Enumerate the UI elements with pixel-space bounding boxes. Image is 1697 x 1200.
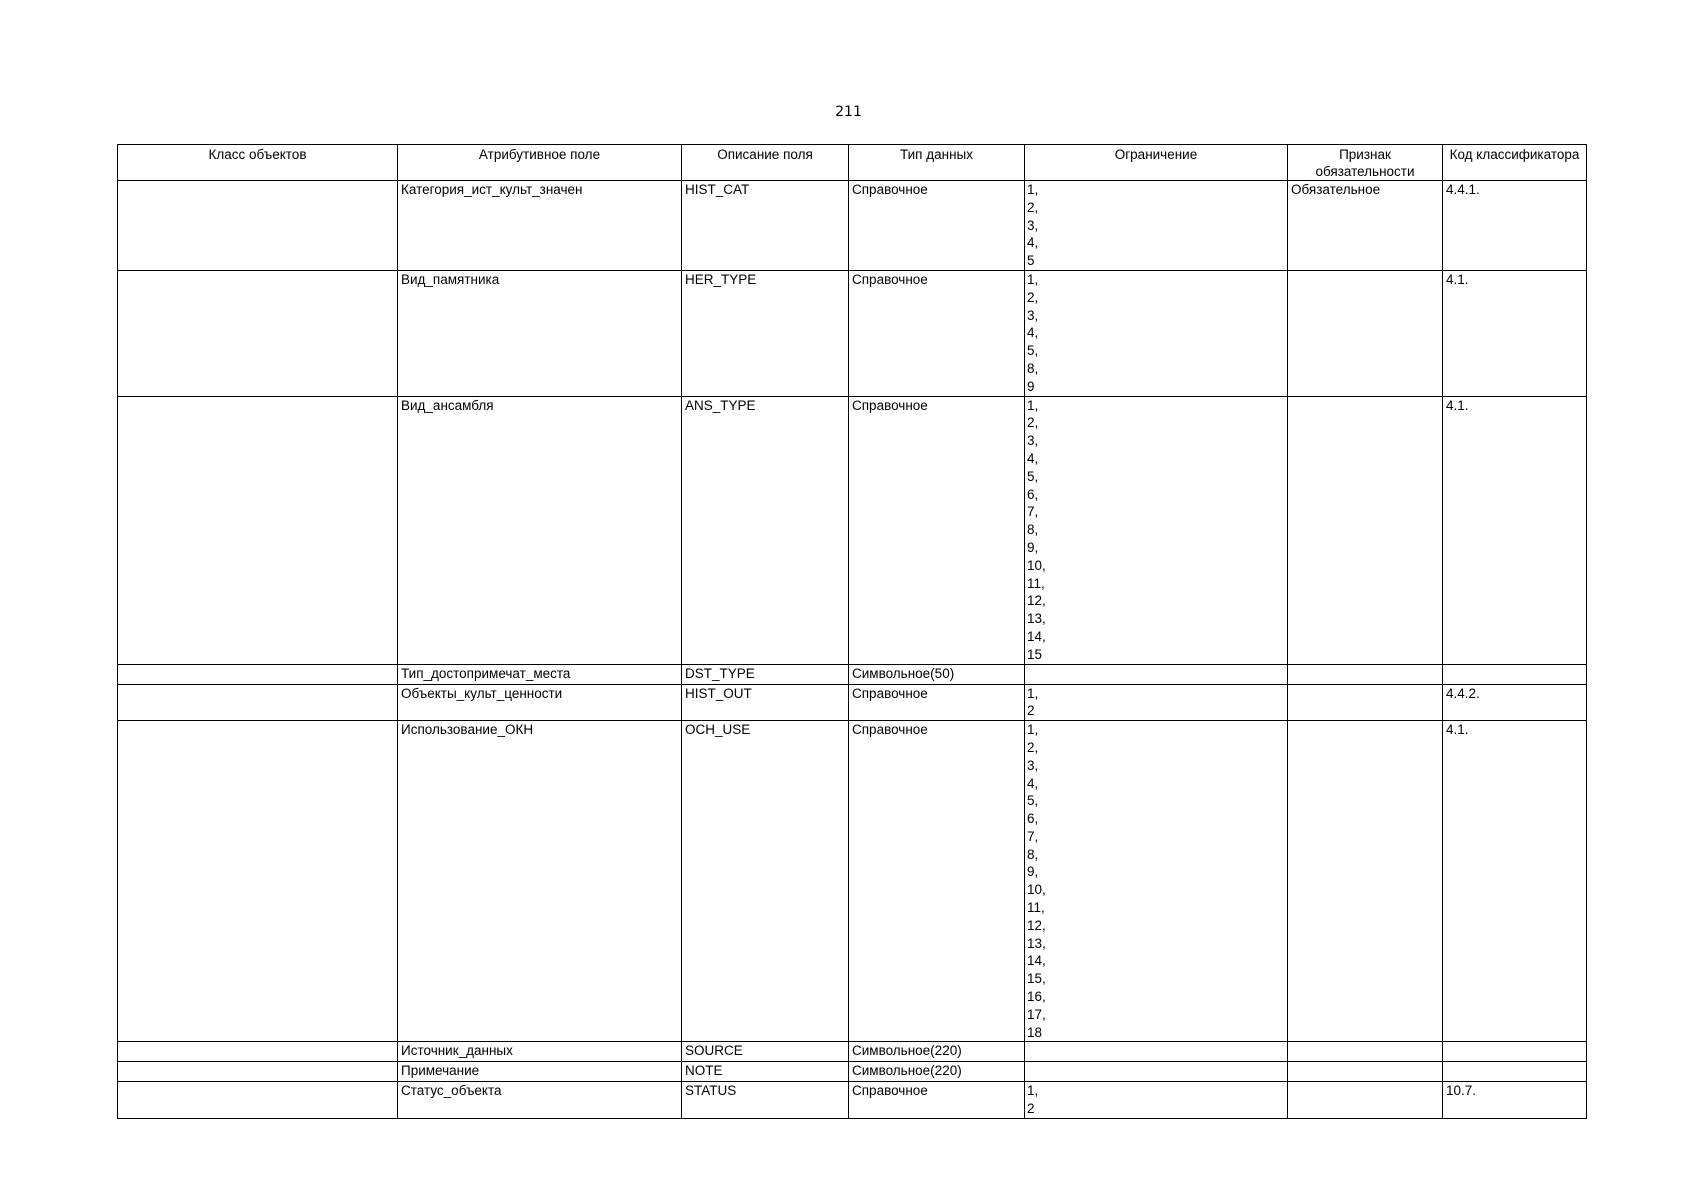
cell-obligation xyxy=(1288,270,1443,396)
cell-classifier-code: 4.1. xyxy=(1443,270,1587,396)
constraint-value: 6, xyxy=(1027,811,1039,827)
cell-object-class xyxy=(118,1042,398,1062)
table-row xyxy=(118,1062,1587,1082)
cell-data-type: Справочное xyxy=(849,721,1025,1042)
cell-object-class xyxy=(118,270,398,396)
constraint-value: 7, xyxy=(1027,828,1039,844)
constraint-value: 9 xyxy=(1027,378,1035,394)
table-row xyxy=(118,684,1587,721)
constraint-value: 15 xyxy=(1027,646,1043,662)
constraint-value: 9, xyxy=(1027,864,1039,880)
cell-constraint xyxy=(1025,721,1288,1042)
cell-attribute-field: Тип_достопримечат_места xyxy=(398,664,682,684)
constraint-value: 4, xyxy=(1027,325,1039,341)
constraint-value: 1, xyxy=(1027,271,1039,287)
constraint-value: 10, xyxy=(1027,557,1046,573)
constraint-value: 15, xyxy=(1027,971,1046,987)
constraint-value: 5, xyxy=(1027,793,1039,809)
cell-object-class xyxy=(118,664,398,684)
constraint-value: 8, xyxy=(1027,846,1039,862)
header-row xyxy=(118,145,1587,181)
cell-data-type: Справочное xyxy=(849,181,1025,271)
cell-constraint xyxy=(1025,270,1288,396)
cell-data-type: Справочное xyxy=(849,684,1025,721)
cell-object-class xyxy=(118,396,398,664)
cell-attribute-field: Статус_объекта xyxy=(398,1082,682,1119)
constraint-value: 1, xyxy=(1027,722,1039,738)
table-row xyxy=(118,721,1587,1042)
constraint-value: 7, xyxy=(1027,504,1039,520)
cell-object-class xyxy=(118,1082,398,1119)
cell-classifier-code: 4.4.2. xyxy=(1443,684,1587,721)
constraint-value: 18 xyxy=(1027,1024,1043,1040)
page-number: 211 xyxy=(835,104,862,120)
cell-classifier-code: 4.4.1. xyxy=(1443,181,1587,271)
constraint-value: 8, xyxy=(1027,360,1039,376)
cell-attribute-field: Категория_ист_культ_значен xyxy=(398,181,682,271)
constraint-value: 14, xyxy=(1027,628,1046,644)
constraint-value: 1, xyxy=(1027,685,1039,701)
cell-obligation xyxy=(1288,1082,1443,1119)
header-obligation: Признак обязательности xyxy=(1288,145,1443,181)
constraint-value: 10, xyxy=(1027,882,1046,898)
table-row xyxy=(118,1082,1587,1119)
cell-constraint xyxy=(1025,684,1288,721)
constraint-value: 3, xyxy=(1027,757,1039,773)
cell-object-class xyxy=(118,721,398,1042)
cell-constraint xyxy=(1025,396,1288,664)
header-data-type: Тип данных xyxy=(849,145,1025,181)
cell-constraint xyxy=(1025,181,1288,271)
cell-field-description: SOURCE xyxy=(682,1042,849,1062)
constraint-value: 2 xyxy=(1027,703,1035,719)
cell-classifier-code: 4.1. xyxy=(1443,396,1587,664)
constraint-value: 11, xyxy=(1027,900,1045,916)
cell-attribute-field: Использование_ОКН xyxy=(398,721,682,1042)
constraint-list xyxy=(1027,685,1284,721)
table-row xyxy=(118,1042,1587,1062)
cell-obligation: Обязательное xyxy=(1288,181,1443,271)
header-classifier-code: Код классификатора xyxy=(1443,145,1587,181)
cell-constraint xyxy=(1025,664,1288,684)
constraint-value: 2, xyxy=(1027,289,1039,305)
cell-constraint xyxy=(1025,1062,1288,1082)
cell-object-class xyxy=(118,1062,398,1082)
constraint-list xyxy=(1027,181,1284,270)
constraint-value: 5, xyxy=(1027,468,1039,484)
constraint-value: 3, xyxy=(1027,433,1039,449)
constraint-value: 4, xyxy=(1027,775,1039,791)
cell-attribute-field: Вид_ансамбля xyxy=(398,396,682,664)
constraint-value: 4, xyxy=(1027,450,1039,466)
cell-object-class xyxy=(118,181,398,271)
cell-field-description: STATUS xyxy=(682,1082,849,1119)
cell-attribute-field: Объекты_культ_ценности xyxy=(398,684,682,721)
cell-data-type: Символьное(220) xyxy=(849,1042,1025,1062)
cell-data-type: Справочное xyxy=(849,1082,1025,1119)
constraint-value: 5 xyxy=(1027,253,1035,269)
cell-field-description: DST_TYPE xyxy=(682,664,849,684)
constraint-list xyxy=(1027,1082,1284,1118)
cell-constraint xyxy=(1025,1042,1288,1062)
cell-attribute-field: Источник_данных xyxy=(398,1042,682,1062)
constraint-value: 3, xyxy=(1027,217,1039,233)
constraint-value: 8, xyxy=(1027,522,1039,538)
cell-attribute-field: Вид_памятника xyxy=(398,270,682,396)
cell-data-type: Символьное(50) xyxy=(849,664,1025,684)
table-row xyxy=(118,396,1587,664)
cell-obligation xyxy=(1288,1062,1443,1082)
table-row xyxy=(118,664,1587,684)
cell-object-class xyxy=(118,684,398,721)
cell-classifier-code xyxy=(1443,664,1587,684)
constraint-list xyxy=(1027,271,1284,396)
constraint-value: 3, xyxy=(1027,307,1039,323)
cell-classifier-code: 10.7. xyxy=(1443,1082,1587,1119)
table-row xyxy=(118,181,1587,271)
cell-attribute-field: Примечание xyxy=(398,1062,682,1082)
constraint-value: 14, xyxy=(1027,953,1046,969)
constraint-value: 17, xyxy=(1027,1006,1046,1022)
constraint-value: 13, xyxy=(1027,935,1046,951)
constraint-value: 12, xyxy=(1027,917,1046,933)
cell-obligation xyxy=(1288,396,1443,664)
constraint-list xyxy=(1027,721,1284,1041)
cell-obligation xyxy=(1288,664,1443,684)
constraint-value: 4, xyxy=(1027,235,1039,251)
constraint-value: 5, xyxy=(1027,343,1039,359)
cell-obligation xyxy=(1288,1042,1443,1062)
cell-classifier-code xyxy=(1443,1042,1587,1062)
cell-data-type: Справочное xyxy=(849,396,1025,664)
constraint-value: 16, xyxy=(1027,989,1046,1005)
constraint-value: 1, xyxy=(1027,182,1039,197)
cell-field-description: HER_TYPE xyxy=(682,270,849,396)
header-object-class: Класс объектов xyxy=(118,145,398,181)
constraint-value: 2, xyxy=(1027,199,1039,215)
cell-field-description: ANS_TYPE xyxy=(682,396,849,664)
attribute-table xyxy=(117,144,1587,1119)
constraint-value: 13, xyxy=(1027,611,1046,627)
header-attribute-field: Атрибутивное поле xyxy=(398,145,682,181)
header-constraint: Ограничение xyxy=(1025,145,1288,181)
header-field-description: Описание поля xyxy=(682,145,849,181)
cell-classifier-code: 4.1. xyxy=(1443,721,1587,1042)
constraint-value: 2 xyxy=(1027,1101,1035,1117)
constraint-value: 9, xyxy=(1027,539,1039,555)
table-row xyxy=(118,270,1587,396)
cell-constraint xyxy=(1025,1082,1288,1119)
cell-field-description: HIST_OUT xyxy=(682,684,849,721)
constraint-value: 2, xyxy=(1027,415,1039,431)
cell-field-description: OCH_USE xyxy=(682,721,849,1042)
constraint-list xyxy=(1027,397,1284,664)
cell-field-description: HIST_CAT xyxy=(682,181,849,271)
constraint-value: 1, xyxy=(1027,397,1039,413)
cell-obligation xyxy=(1288,684,1443,721)
constraint-value: 6, xyxy=(1027,486,1039,502)
constraint-value: 12, xyxy=(1027,593,1046,609)
constraint-value: 1, xyxy=(1027,1083,1039,1099)
cell-field-description: NOTE xyxy=(682,1062,849,1082)
constraint-value: 2, xyxy=(1027,739,1039,755)
constraint-value: 11, xyxy=(1027,575,1045,591)
cell-data-type: Символьное(220) xyxy=(849,1062,1025,1082)
cell-obligation xyxy=(1288,721,1443,1042)
cell-data-type: Справочное xyxy=(849,270,1025,396)
cell-classifier-code xyxy=(1443,1062,1587,1082)
table-body xyxy=(118,181,1587,1119)
